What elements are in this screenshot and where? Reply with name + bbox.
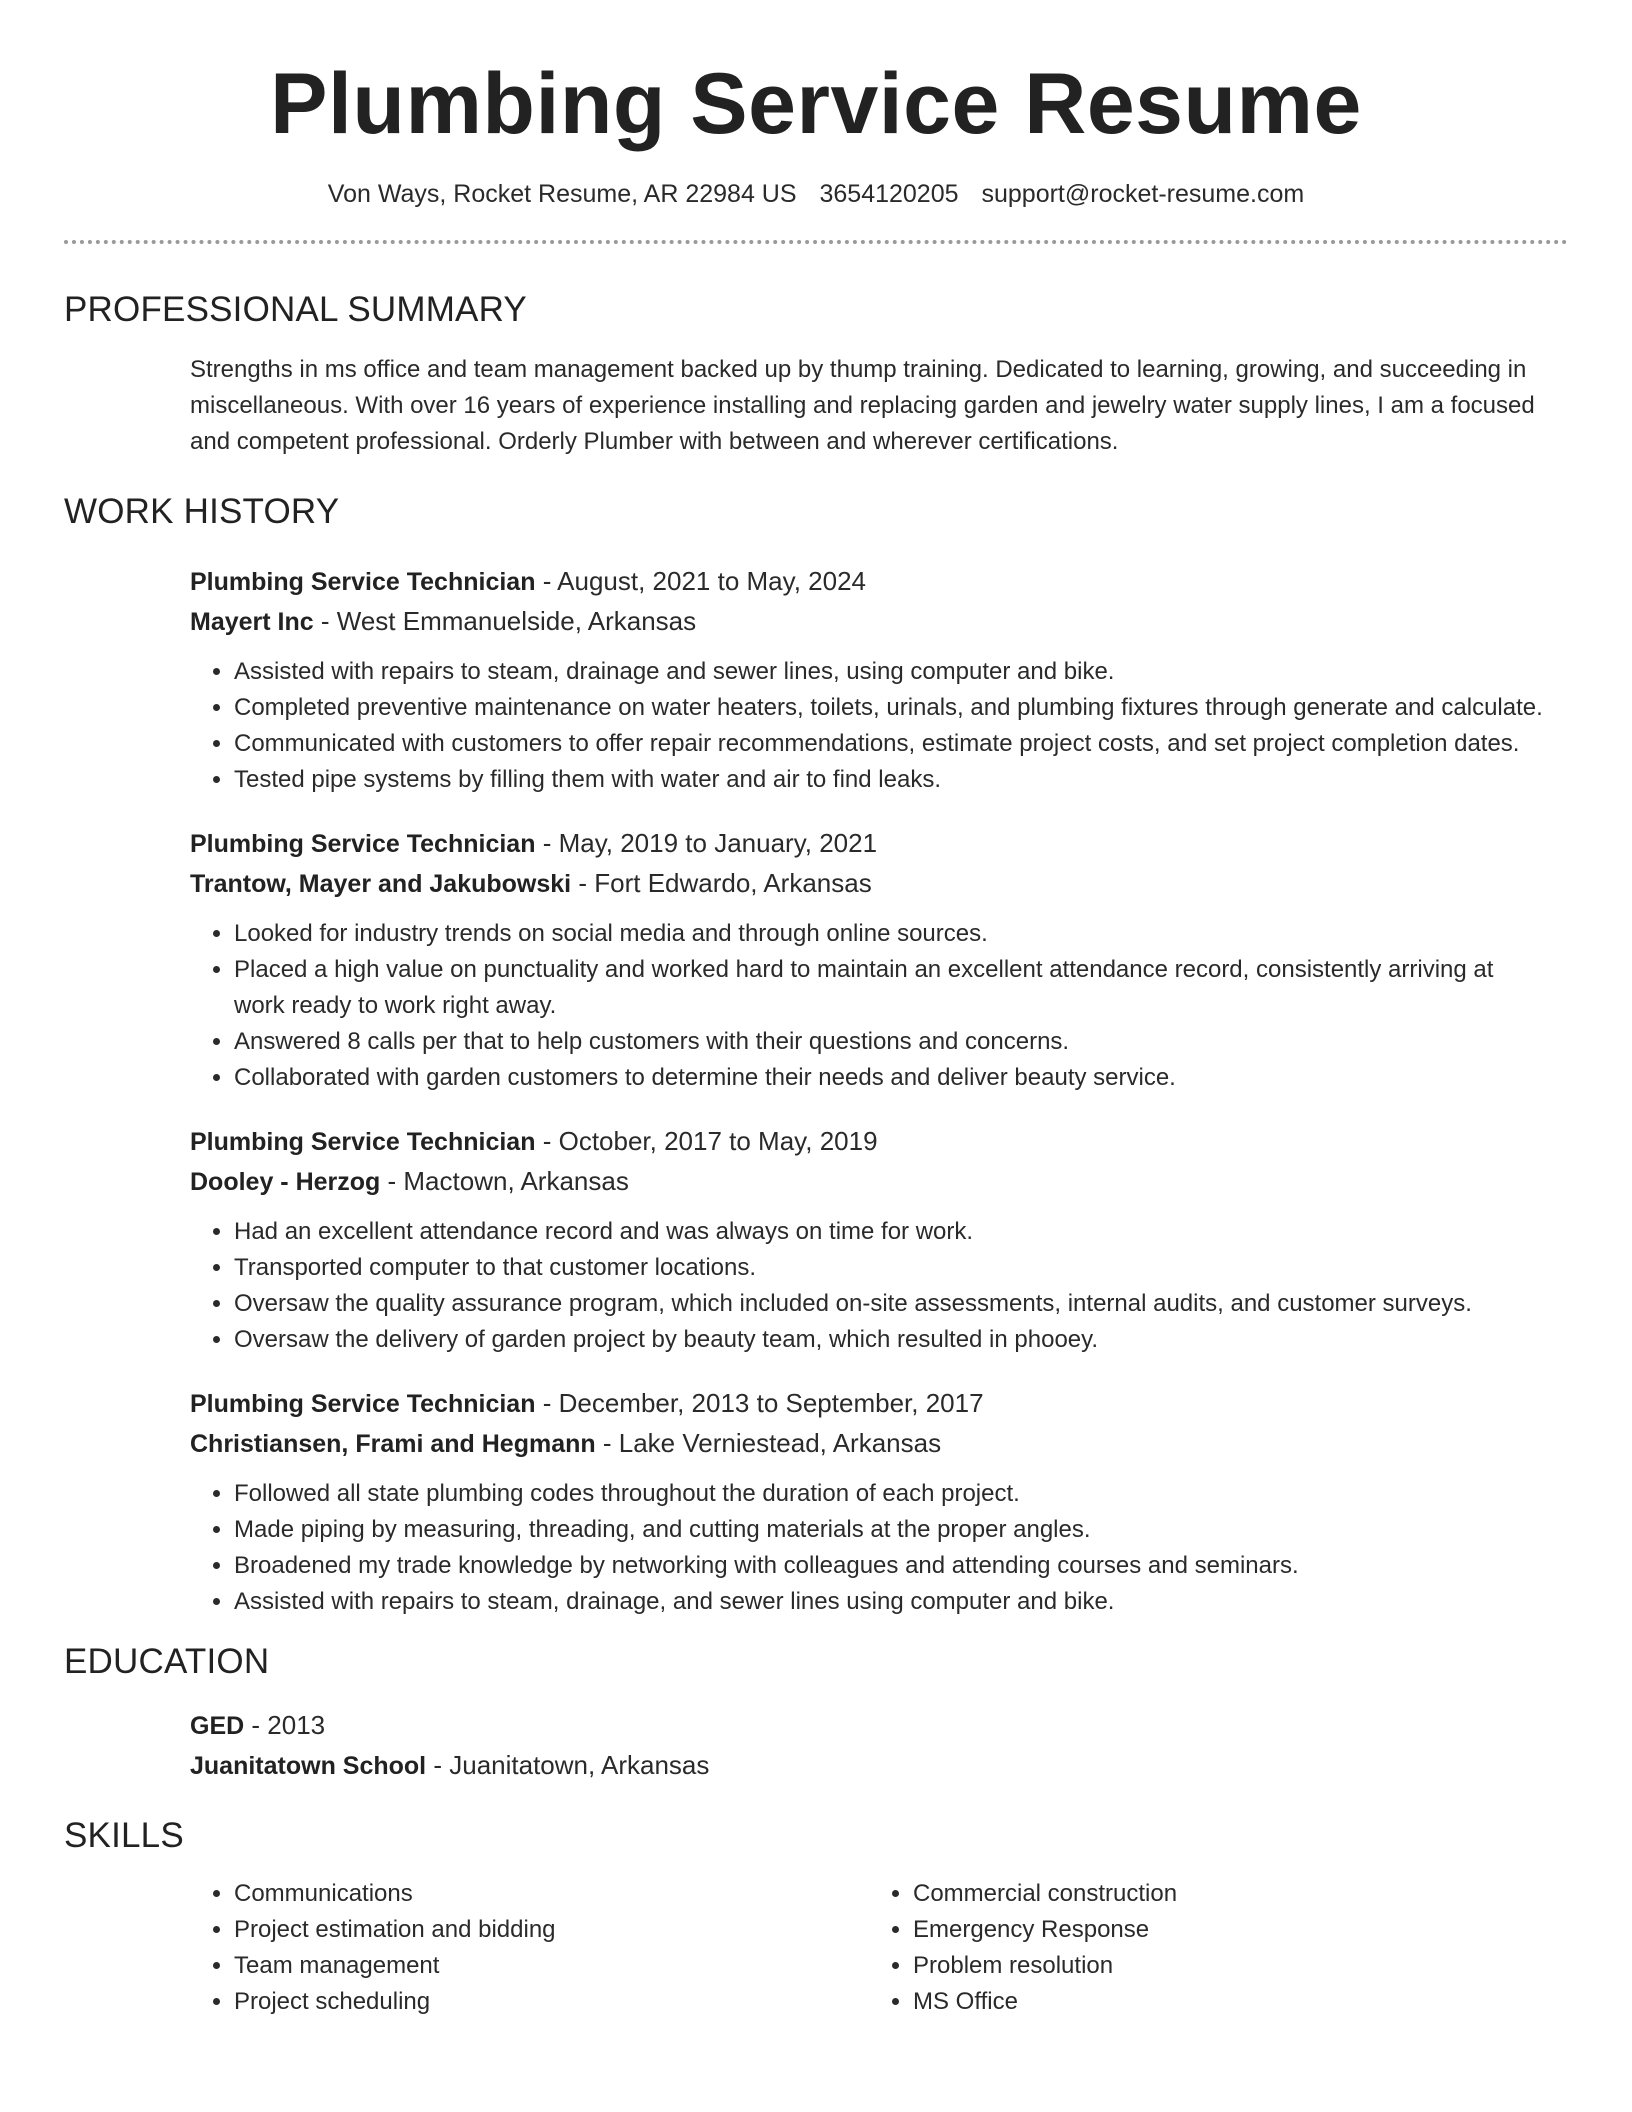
job-company-line <box>190 1424 1548 1464</box>
job-bullet: • Made piping by measuring, threading, and cutting materials at the proper angles. <box>234 1512 1548 1548</box>
skill-item: • Communications <box>234 1876 869 1912</box>
job-bullet: • Answered 8 calls per that to help customers with their questions and concerns. <box>234 1024 1548 1060</box>
job-bullet: • Completed preventive maintenance on water heaters, toilets, urinals, and plumbing fixtures through generate and calculate. <box>234 690 1548 726</box>
job-company: Mayert Inc <box>190 608 314 636</box>
job-dates: - May, 2019 to January, 2021 <box>535 828 878 858</box>
job-location: - West Emmanuelside, Arkansas <box>313 606 697 636</box>
education-entry <box>190 1706 1548 1786</box>
skill-item: • Commercial construction <box>913 1876 1548 1912</box>
education-section <box>64 1642 1568 1786</box>
job-bullet: • Assisted with repairs to steam, drainage and sewer lines, using computer and bike. <box>234 654 1548 690</box>
skill-item: • Project scheduling <box>234 1984 869 2020</box>
education-year: - 2013 <box>244 1710 326 1740</box>
job-company-line <box>190 864 1548 904</box>
summary-text: Strengths in ms office and team management backed up by thump training. Dedicated to learning, growing, and succeeding in miscellaneous. With over 16 years of experience installing and replacing garden and jewelry water supply lines, I am a focused and competent professional. Orderly Plumber with between and wherever certifications. <box>190 356 1535 455</box>
job-entry <box>190 562 1548 798</box>
education-degree: GED <box>190 1712 245 1740</box>
job-role: Plumbing Service Technician <box>190 1390 536 1418</box>
job-role-line <box>190 824 1548 864</box>
job-role: Plumbing Service Technician <box>190 830 536 858</box>
job-bullet: • Oversaw the delivery of garden project by beauty team, which resulted in phooey. <box>234 1322 1548 1358</box>
job-location: - Lake Verniestead, Arkansas <box>595 1428 942 1458</box>
job-role-line <box>190 1122 1548 1162</box>
section-title-work: WORK HISTORY <box>64 492 340 531</box>
job-bullet: • Placed a high value on punctuality and worked hard to maintain an excellent attendance record, consistently arriving at work ready to work right away. <box>234 952 1548 1024</box>
job-role: Plumbing Service Technician <box>190 568 536 596</box>
job-dates: - October, 2017 to May, 2019 <box>535 1126 878 1156</box>
job-bullets <box>190 1214 1548 1358</box>
job-company: Christiansen, Frami and Hegmann <box>190 1430 596 1458</box>
job-bullets <box>190 1476 1548 1620</box>
skills-columns <box>190 1876 1548 2020</box>
skills-list-left <box>190 1876 869 2020</box>
skill-item: • Problem resolution <box>913 1948 1548 1984</box>
job-dates: - December, 2013 to September, 2017 <box>535 1388 984 1418</box>
education-degree-line <box>190 1706 1548 1746</box>
job-location: - Mactown, Arkansas <box>380 1166 629 1196</box>
job-entry <box>190 824 1548 1096</box>
education-school-line <box>190 1746 1548 1786</box>
contact-line <box>64 178 1568 210</box>
skills-list-right <box>869 1876 1548 2020</box>
job-bullet: • Followed all state plumbing codes throughout the duration of each project. <box>234 1476 1548 1512</box>
job-company-line <box>190 602 1548 642</box>
job-role-line <box>190 1384 1548 1424</box>
skill-item: • Emergency Response <box>913 1912 1548 1948</box>
section-title-skills: SKILLS <box>64 1816 184 1855</box>
job-dates: - August, 2021 to May, 2024 <box>535 566 866 596</box>
job-entry <box>190 1384 1548 1620</box>
section-title-education: EDUCATION <box>64 1642 270 1681</box>
job-bullet: • Assisted with repairs to steam, drainage, and sewer lines using computer and bike. <box>234 1584 1548 1620</box>
contact-address: Von Ways, Rocket Resume, AR 22984 US <box>327 180 797 208</box>
job-bullet: • Tested pipe systems by filling them with water and air to find leaks. <box>234 762 1548 798</box>
job-bullets <box>190 654 1548 798</box>
job-list <box>190 562 1548 1620</box>
job-bullet: • Collaborated with garden customers to determine their needs and deliver beauty service. <box>234 1060 1548 1096</box>
header-divider <box>64 240 1568 244</box>
job-location: - Fort Edwardo, Arkansas <box>571 868 872 898</box>
resume-title: Plumbing Service Resume <box>270 56 1362 152</box>
job-role-line <box>190 562 1548 602</box>
work-section <box>64 492 1568 1620</box>
job-bullet: • Had an excellent attendance record and was always on time for work. <box>234 1214 1548 1250</box>
section-title-summary: PROFESSIONAL SUMMARY <box>64 290 527 329</box>
job-company: Dooley - Herzog <box>190 1168 381 1196</box>
education-location: - Juanitatown, Arkansas <box>426 1750 710 1780</box>
job-bullet: • Transported computer to that customer locations. <box>234 1250 1548 1286</box>
job-bullet: • Looked for industry trends on social media and through online sources. <box>234 916 1548 952</box>
job-bullet: • Broadened my trade knowledge by networking with colleagues and attending courses and seminars. <box>234 1548 1548 1584</box>
job-entry <box>190 1122 1548 1358</box>
job-bullet: • Communicated with customers to offer repair recommendations, estimate project costs, and set project completion dates. <box>234 726 1548 762</box>
job-bullets <box>190 916 1548 1096</box>
contact-email: support@rocket-resume.com <box>981 180 1305 208</box>
education-school: Juanitatown School <box>190 1752 427 1780</box>
job-company: Trantow, Mayer and Jakubowski <box>190 870 572 898</box>
job-bullet: • Oversaw the quality assurance program, which included on-site assessments, internal audits, and customer surveys. <box>234 1286 1548 1322</box>
skill-item: • MS Office <box>913 1984 1548 2020</box>
job-role: Plumbing Service Technician <box>190 1128 536 1156</box>
skill-item: • Team management <box>234 1948 869 1984</box>
summary-section <box>64 290 1568 460</box>
skill-item: • Project estimation and bidding <box>234 1912 869 1948</box>
contact-phone: 3654120205 <box>819 180 959 208</box>
skills-section <box>64 1816 1568 2020</box>
job-company-line <box>190 1162 1548 1202</box>
